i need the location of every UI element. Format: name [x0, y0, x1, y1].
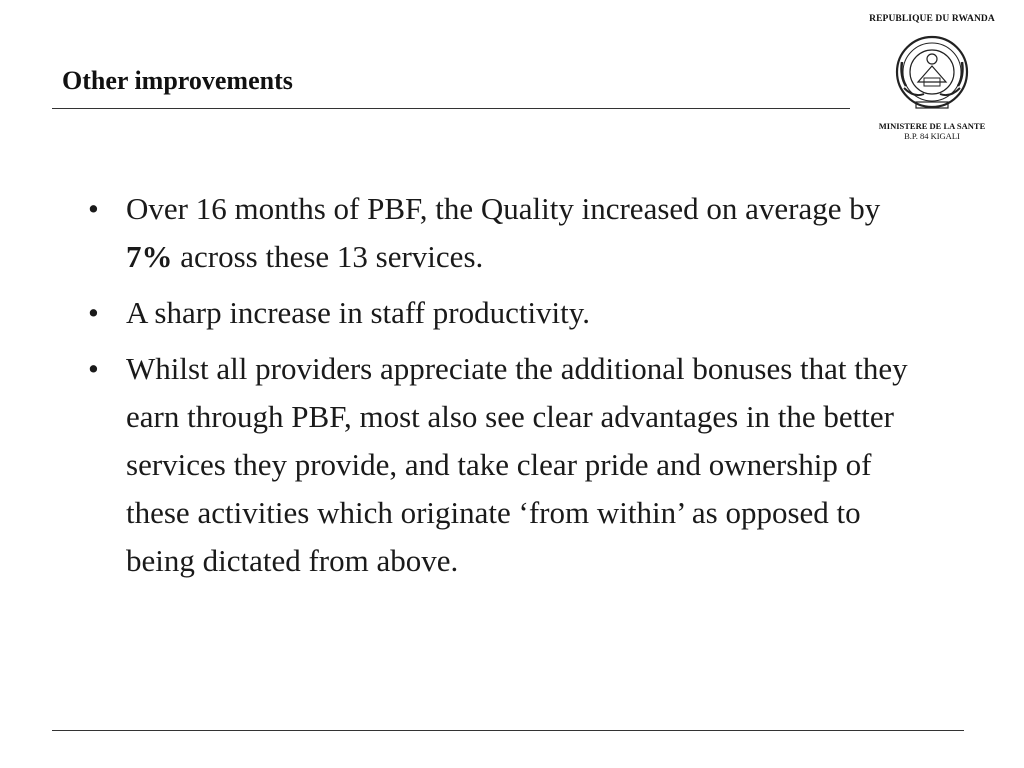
bullet-text: A sharp increase in staff productivity.	[126, 295, 591, 330]
bullet-item	[84, 345, 934, 585]
ministry-header	[858, 14, 1006, 141]
rwanda-coat-of-arms-icon	[894, 32, 970, 114]
bullet-text: Whilst all providers appreciate the additional bonuses that they earn through PBF, most also see clear advantages in the better services they provide, and take clear pride and ownership of these activities which originate ‘from within’ as opposed to being dictated from above.	[126, 351, 908, 578]
bullet-marker: •	[88, 295, 99, 330]
bullet-marker: •	[88, 351, 99, 386]
ministry-address: B.P. 84 KIGALI	[904, 131, 960, 141]
bullet-item	[84, 185, 934, 281]
bullet-list	[84, 185, 934, 593]
country-name: REPUBLIQUE DU RWANDA	[869, 14, 995, 24]
bullet-text: Over 16 months of PBF, the Quality increased on average by	[126, 191, 881, 226]
slide-title: Other improvements	[62, 66, 293, 95]
bullet-text-continued: across these 13 services.	[172, 239, 484, 274]
bullet-emphasis: 7%	[126, 239, 173, 274]
bullet-marker: •	[88, 191, 99, 226]
footer-divider	[52, 730, 964, 731]
title-divider	[52, 108, 850, 109]
ministry-name: MINISTERE DE LA SANTE	[878, 121, 986, 131]
bullet-item	[84, 289, 934, 337]
